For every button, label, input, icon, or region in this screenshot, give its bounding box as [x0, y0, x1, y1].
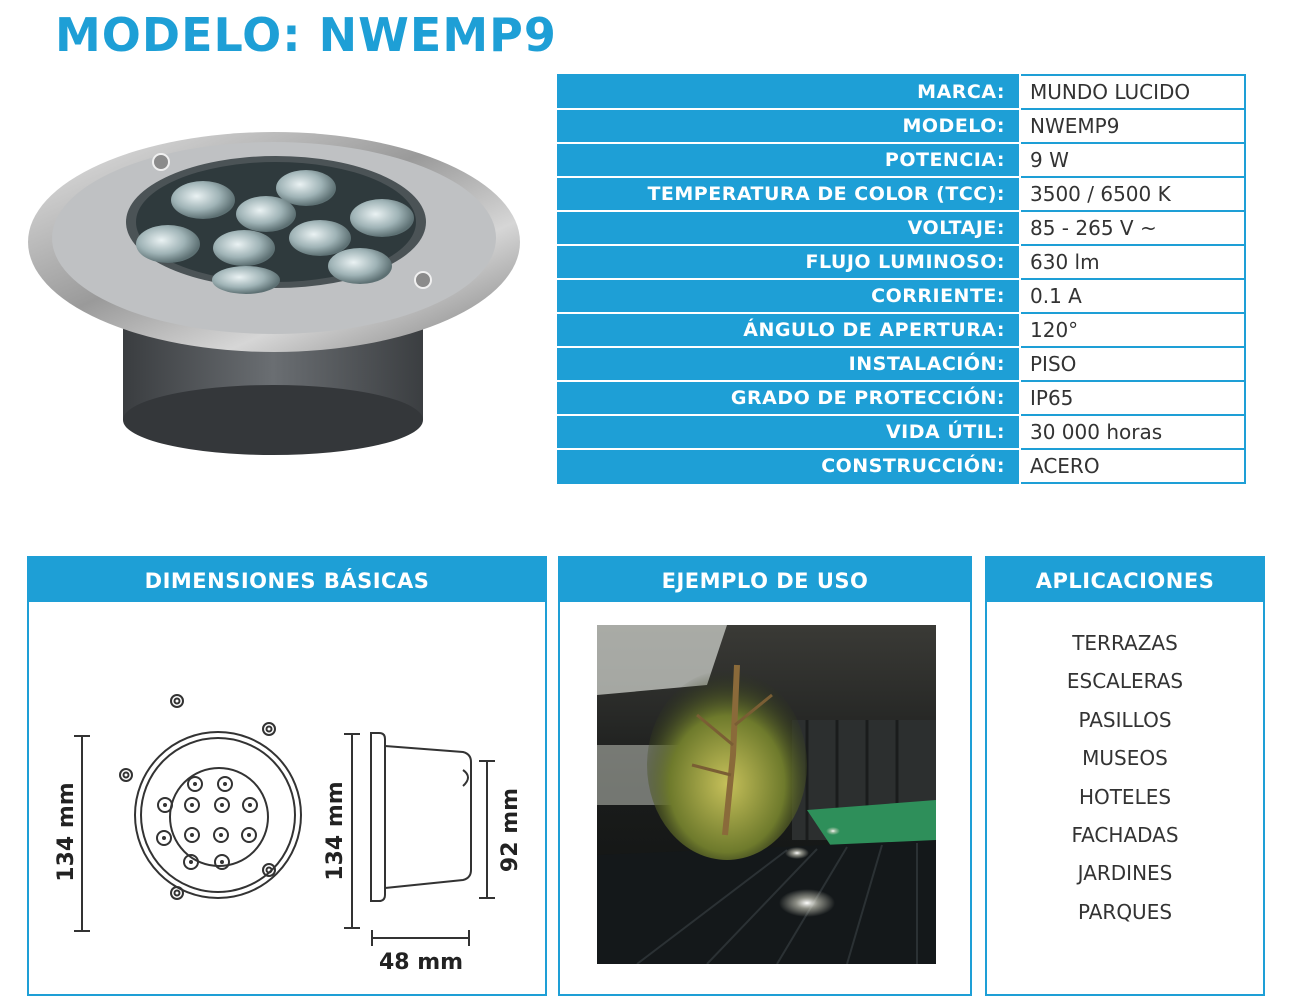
example-panel-title: EJEMPLO DE USO — [560, 558, 970, 602]
page-title: MODELO: NWEMP9 — [55, 8, 557, 62]
dimensions-panel — [27, 556, 547, 996]
spec-row — [558, 415, 1245, 449]
list-item: ESCALERAS — [1066, 669, 1184, 694]
spec-label: CONSTRUCCIÓN: — [558, 449, 1020, 483]
spec-row — [558, 109, 1245, 143]
spec-value: NWEMP9 — [1020, 109, 1245, 143]
applications-panel — [985, 556, 1265, 996]
spec-label: INSTALACIÓN: — [558, 347, 1020, 381]
spec-value: 120° — [1020, 313, 1245, 347]
dimensions-panel-title: DIMENSIONES BÁSICAS — [29, 558, 545, 602]
spec-label: VOLTAJE: — [558, 211, 1020, 245]
spec-row — [558, 211, 1245, 245]
list-item: PARQUES — [1077, 899, 1173, 924]
spec-row — [558, 279, 1245, 313]
spec-row — [558, 313, 1245, 347]
list-item: PASILLOS — [1078, 707, 1172, 732]
usage-example-image — [597, 625, 936, 964]
spec-value: IP65 — [1020, 381, 1245, 415]
spec-value: 3500 / 6500 K — [1020, 177, 1245, 211]
spec-label: ÁNGULO DE APERTURA: — [558, 313, 1020, 347]
example-panel — [558, 556, 972, 996]
spec-value: 30 000 horas — [1020, 415, 1245, 449]
spec-value: 85 - 265 V ~ — [1020, 211, 1245, 245]
product-image — [28, 120, 528, 470]
spec-row — [558, 177, 1245, 211]
spec-label: TEMPERATURA DE COLOR (TCC): — [558, 177, 1020, 211]
spec-label: MARCA: — [558, 75, 1020, 109]
spec-row — [558, 449, 1245, 483]
list-item: FACHADAS — [1071, 822, 1179, 847]
depth-label: 48 mm — [378, 950, 464, 975]
spec-value: 9 W — [1020, 143, 1245, 177]
spec-value: PISO — [1020, 347, 1245, 381]
spec-label: GRADO DE PROTECCIÓN: — [558, 381, 1020, 415]
front-height-label: 134 mm — [54, 782, 79, 882]
applications-list — [987, 628, 1263, 935]
list-item: TERRAZAS — [1072, 631, 1178, 655]
spec-row — [558, 143, 1245, 177]
side-height-label: 134 mm — [323, 781, 348, 881]
spec-label: POTENCIA: — [558, 143, 1020, 177]
spec-label: FLUJO LUMINOSO: — [558, 245, 1020, 279]
spec-label: MODELO: — [558, 109, 1020, 143]
body-height-label: 92 mm — [498, 787, 523, 873]
spec-row — [558, 245, 1245, 279]
spec-label: VIDA ÚTIL: — [558, 415, 1020, 449]
spec-row — [558, 75, 1245, 109]
specifications-table — [557, 74, 1246, 484]
spec-row — [558, 381, 1245, 415]
spec-label: CORRIENTE: — [558, 279, 1020, 313]
applications-panel-title: APLICACIONES — [987, 558, 1263, 602]
spec-value: MUNDO LUCIDO — [1020, 75, 1245, 109]
led-dots — [157, 777, 257, 869]
dimensions-drawing — [29, 602, 545, 992]
spec-value: 630 lm — [1020, 245, 1245, 279]
list-item: JARDINES — [1077, 861, 1173, 886]
list-item: MUSEOS — [1082, 746, 1168, 771]
spec-value: 0.1 A — [1020, 279, 1245, 313]
list-item: HOTELES — [1078, 784, 1172, 809]
spec-value: ACERO — [1020, 449, 1245, 483]
spec-row — [558, 347, 1245, 381]
